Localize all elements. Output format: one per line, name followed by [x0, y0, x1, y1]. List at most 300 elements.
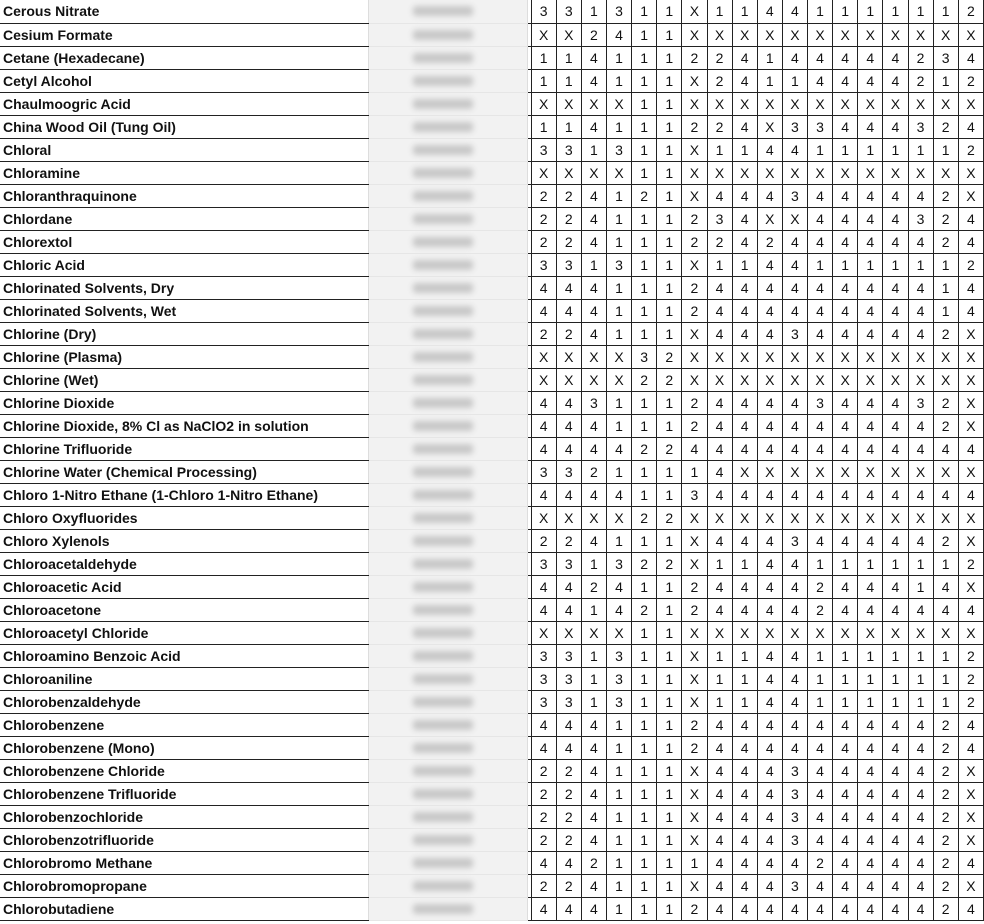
rating-cell: 1: [632, 690, 657, 713]
rating-cell: X: [757, 345, 782, 368]
rating-cell: 2: [707, 115, 732, 138]
rating-cell: 4: [757, 322, 782, 345]
rating-cell: X: [757, 460, 782, 483]
blurred-text: [413, 6, 473, 16]
rating-cell: 2: [556, 184, 581, 207]
rating-cell: X: [732, 23, 757, 46]
rating-cell: 4: [808, 230, 833, 253]
rating-cell: 4: [808, 322, 833, 345]
rating-cell: 1: [657, 851, 682, 874]
rating-cell: 4: [833, 391, 858, 414]
rating-cell: 4: [757, 598, 782, 621]
table-row: [0, 23, 984, 46]
rating-cell: 2: [531, 207, 556, 230]
blurred-text: [413, 536, 473, 546]
rating-cell: X: [908, 368, 933, 391]
rating-cell: X: [808, 23, 833, 46]
rating-cell: 4: [732, 598, 757, 621]
rating-cell: 1: [581, 598, 606, 621]
rating-cell: 4: [782, 253, 807, 276]
rating-cell: X: [732, 345, 757, 368]
rating-cell: 1: [833, 690, 858, 713]
rating-cell: 4: [883, 414, 908, 437]
rating-cell: 1: [933, 299, 958, 322]
rating-cell: 1: [883, 644, 908, 667]
rating-cell: 4: [808, 437, 833, 460]
rating-cell: X: [782, 621, 807, 644]
rating-cell: 4: [732, 230, 757, 253]
rating-cell: 4: [933, 437, 958, 460]
rating-cell: 4: [581, 529, 606, 552]
redacted-cas-number: [369, 506, 528, 529]
rating-cell: X: [933, 368, 958, 391]
rating-cell: 1: [883, 0, 908, 23]
rating-cell: 2: [556, 230, 581, 253]
rating-cell: 1: [607, 115, 632, 138]
rating-cell: 2: [757, 230, 782, 253]
rating-cell: 2: [933, 391, 958, 414]
redacted-cas-number: [369, 184, 528, 207]
rating-cell: 4: [908, 529, 933, 552]
rating-cell: 4: [531, 736, 556, 759]
table-row: [0, 345, 984, 368]
rating-cell: 4: [707, 759, 732, 782]
rating-cell: X: [958, 506, 983, 529]
rating-cell: 1: [808, 644, 833, 667]
table-row: [0, 690, 984, 713]
rating-cell: X: [808, 161, 833, 184]
rating-cell: 1: [632, 828, 657, 851]
rating-cell: 3: [607, 690, 632, 713]
rating-cell: 1: [632, 23, 657, 46]
rating-cell: 4: [531, 897, 556, 920]
redacted-cas-number: [369, 483, 528, 506]
rating-cell: 4: [958, 230, 983, 253]
rating-cell: X: [732, 368, 757, 391]
rating-cell: 1: [808, 0, 833, 23]
blurred-text: [413, 260, 473, 270]
rating-cell: 2: [531, 529, 556, 552]
rating-cell: 1: [607, 46, 632, 69]
rating-cell: X: [682, 529, 707, 552]
rating-cell: 4: [707, 713, 732, 736]
rating-cell: 4: [531, 276, 556, 299]
rating-cell: 4: [858, 322, 883, 345]
table-row: [0, 414, 984, 437]
blurred-text: [413, 881, 473, 891]
rating-cell: 1: [933, 690, 958, 713]
rating-cell: 1: [707, 644, 732, 667]
rating-cell: 4: [732, 736, 757, 759]
redacted-cas-number: [369, 644, 528, 667]
rating-cell: 1: [657, 69, 682, 92]
rating-cell: 2: [581, 851, 606, 874]
rating-cell: 1: [833, 644, 858, 667]
redacted-cas-number: [369, 207, 528, 230]
rating-cell: 1: [657, 0, 682, 23]
redacted-cas-number: [369, 736, 528, 759]
rating-cell: X: [958, 529, 983, 552]
rating-cell: X: [883, 161, 908, 184]
rating-cell: 4: [883, 805, 908, 828]
rating-cell: 3: [607, 644, 632, 667]
table-row: [0, 46, 984, 69]
rating-cell: X: [858, 506, 883, 529]
rating-cell: 4: [782, 690, 807, 713]
rating-cell: 4: [908, 874, 933, 897]
rating-cell: 1: [883, 690, 908, 713]
rating-cell: 3: [607, 667, 632, 690]
rating-cell: X: [782, 23, 807, 46]
rating-cell: 4: [732, 184, 757, 207]
rating-cell: 4: [707, 782, 732, 805]
rating-cell: 1: [858, 690, 883, 713]
blurred-text: [413, 835, 473, 845]
rating-cell: 2: [682, 897, 707, 920]
table-row: [0, 575, 984, 598]
rating-cell: X: [908, 161, 933, 184]
rating-cell: 4: [707, 851, 732, 874]
rating-cell: 1: [707, 667, 732, 690]
rating-cell: 1: [607, 782, 632, 805]
rating-cell: X: [933, 621, 958, 644]
blurred-text: [413, 375, 473, 385]
rating-cell: 4: [808, 276, 833, 299]
rating-cell: X: [958, 161, 983, 184]
rating-cell: 1: [707, 253, 732, 276]
rating-cell: 1: [632, 644, 657, 667]
rating-cell: 1: [581, 690, 606, 713]
rating-cell: 4: [757, 667, 782, 690]
rating-cell: 4: [581, 782, 606, 805]
rating-cell: 4: [757, 299, 782, 322]
rating-cell: X: [782, 506, 807, 529]
rating-cell: X: [858, 460, 883, 483]
rating-cell: 2: [958, 69, 983, 92]
rating-cell: 4: [833, 437, 858, 460]
rating-cell: 4: [607, 598, 632, 621]
rating-cell: 1: [908, 667, 933, 690]
rating-cell: 4: [581, 805, 606, 828]
rating-cell: 4: [732, 782, 757, 805]
rating-cell: 1: [732, 253, 757, 276]
table-row: [0, 851, 984, 874]
rating-cell: 4: [958, 276, 983, 299]
rating-cell: 1: [933, 644, 958, 667]
rating-cell: 4: [757, 391, 782, 414]
rating-cell: 2: [933, 736, 958, 759]
rating-cell: 1: [632, 138, 657, 161]
rating-cell: 4: [858, 851, 883, 874]
rating-cell: 3: [531, 644, 556, 667]
rating-cell: 4: [556, 391, 581, 414]
rating-cell: 4: [782, 276, 807, 299]
rating-cell: X: [782, 368, 807, 391]
rating-cell: X: [808, 368, 833, 391]
rating-cell: 4: [958, 115, 983, 138]
rating-cell: X: [531, 506, 556, 529]
rating-cell: X: [531, 92, 556, 115]
rating-cell: 4: [757, 276, 782, 299]
rating-cell: X: [958, 575, 983, 598]
rating-cell: 3: [933, 46, 958, 69]
rating-cell: 4: [757, 414, 782, 437]
rating-cell: 4: [782, 138, 807, 161]
rating-cell: 3: [607, 552, 632, 575]
rating-cell: X: [933, 92, 958, 115]
rating-cell: 2: [933, 529, 958, 552]
rating-cell: 4: [531, 391, 556, 414]
chemical-name: Chlorine (Dry): [0, 322, 369, 345]
rating-cell: 4: [808, 874, 833, 897]
rating-cell: 4: [556, 851, 581, 874]
rating-cell: 4: [782, 230, 807, 253]
rating-cell: 4: [883, 713, 908, 736]
rating-cell: 4: [707, 414, 732, 437]
rating-cell: 4: [707, 529, 732, 552]
rating-cell: 4: [757, 138, 782, 161]
rating-cell: 4: [757, 782, 782, 805]
rating-cell: 1: [908, 0, 933, 23]
rating-cell: X: [958, 345, 983, 368]
table-row: [0, 253, 984, 276]
rating-cell: 2: [632, 368, 657, 391]
rating-cell: 4: [833, 805, 858, 828]
blurred-text: [413, 168, 473, 178]
rating-cell: X: [707, 368, 732, 391]
rating-cell: 1: [657, 782, 682, 805]
chemical-name: Chloroacetic Acid: [0, 575, 369, 598]
rating-cell: 3: [908, 115, 933, 138]
rating-cell: 4: [908, 437, 933, 460]
rating-cell: X: [757, 621, 782, 644]
rating-cell: X: [958, 874, 983, 897]
rating-cell: 1: [632, 322, 657, 345]
blurred-text: [413, 444, 473, 454]
rating-cell: 3: [782, 322, 807, 345]
rating-cell: X: [958, 184, 983, 207]
rating-cell: 1: [607, 207, 632, 230]
rating-cell: 2: [933, 828, 958, 851]
rating-cell: 1: [833, 552, 858, 575]
rating-cell: 2: [682, 207, 707, 230]
rating-cell: 2: [682, 414, 707, 437]
table-row: [0, 713, 984, 736]
rating-cell: 2: [657, 345, 682, 368]
redacted-cas-number: [369, 828, 528, 851]
rating-cell: 4: [883, 69, 908, 92]
rating-cell: X: [607, 161, 632, 184]
rating-cell: 4: [808, 414, 833, 437]
rating-cell: 4: [808, 828, 833, 851]
rating-cell: 4: [858, 46, 883, 69]
rating-cell: 2: [657, 368, 682, 391]
chemical-name: Chlorobromo Methane: [0, 851, 369, 874]
rating-cell: 2: [581, 23, 606, 46]
rating-cell: 1: [933, 0, 958, 23]
rating-cell: 4: [958, 897, 983, 920]
rating-cell: 4: [782, 851, 807, 874]
rating-cell: 1: [732, 644, 757, 667]
rating-cell: 2: [682, 736, 707, 759]
rating-cell: X: [858, 621, 883, 644]
rating-cell: X: [933, 161, 958, 184]
rating-cell: 3: [782, 529, 807, 552]
rating-cell: 4: [908, 782, 933, 805]
rating-cell: X: [682, 759, 707, 782]
rating-cell: 4: [732, 391, 757, 414]
rating-cell: 4: [531, 483, 556, 506]
rating-cell: 3: [632, 345, 657, 368]
rating-cell: 2: [581, 575, 606, 598]
chemical-name: Chloroacetaldehyde: [0, 552, 369, 575]
rating-cell: 1: [933, 253, 958, 276]
rating-cell: X: [707, 345, 732, 368]
rating-cell: 4: [933, 483, 958, 506]
rating-cell: 1: [933, 138, 958, 161]
rating-cell: 4: [858, 759, 883, 782]
rating-cell: 1: [607, 69, 632, 92]
rating-cell: 4: [782, 575, 807, 598]
rating-cell: 4: [682, 437, 707, 460]
rating-cell: 2: [682, 230, 707, 253]
rating-cell: 4: [808, 805, 833, 828]
rating-cell: X: [581, 368, 606, 391]
rating-cell: X: [757, 23, 782, 46]
rating-cell: 4: [581, 897, 606, 920]
rating-cell: 2: [933, 782, 958, 805]
rating-cell: 4: [858, 529, 883, 552]
rating-cell: 4: [757, 253, 782, 276]
rating-cell: 1: [632, 483, 657, 506]
rating-cell: 4: [833, 529, 858, 552]
rating-cell: 1: [858, 0, 883, 23]
rating-cell: X: [782, 345, 807, 368]
rating-cell: 1: [933, 667, 958, 690]
rating-cell: 3: [531, 138, 556, 161]
rating-cell: 1: [657, 460, 682, 483]
rating-cell: 3: [556, 690, 581, 713]
rating-cell: X: [782, 161, 807, 184]
rating-cell: 1: [632, 667, 657, 690]
chemical-name: Chlorextol: [0, 230, 369, 253]
rating-cell: X: [833, 621, 858, 644]
rating-cell: 4: [581, 713, 606, 736]
rating-cell: 4: [732, 759, 757, 782]
rating-cell: 1: [607, 276, 632, 299]
rating-cell: 4: [732, 805, 757, 828]
table-row: [0, 736, 984, 759]
chemical-name: Chlorobenzene Trifluoride: [0, 782, 369, 805]
rating-cell: 4: [858, 414, 883, 437]
rating-cell: X: [958, 92, 983, 115]
rating-cell: 4: [607, 437, 632, 460]
rating-cell: 1: [632, 253, 657, 276]
rating-cell: 4: [833, 598, 858, 621]
rating-cell: X: [531, 345, 556, 368]
rating-cell: 4: [958, 598, 983, 621]
rating-cell: X: [808, 506, 833, 529]
rating-cell: 4: [782, 414, 807, 437]
chemical-name: Chloroaniline: [0, 667, 369, 690]
rating-cell: 4: [556, 483, 581, 506]
rating-cell: 1: [883, 138, 908, 161]
rating-cell: 2: [531, 828, 556, 851]
rating-cell: 4: [732, 828, 757, 851]
rating-cell: X: [883, 23, 908, 46]
rating-cell: 4: [883, 736, 908, 759]
rating-cell: 4: [732, 483, 757, 506]
rating-cell: 4: [732, 299, 757, 322]
chemical-name: Chlorobenzotrifluoride: [0, 828, 369, 851]
rating-cell: 4: [732, 713, 757, 736]
rating-cell: 1: [657, 184, 682, 207]
rating-cell: 4: [833, 322, 858, 345]
rating-cell: 1: [657, 621, 682, 644]
rating-cell: X: [833, 506, 858, 529]
blurred-text: [413, 513, 473, 523]
table-row: [0, 759, 984, 782]
rating-cell: 2: [933, 713, 958, 736]
blurred-text: [413, 99, 473, 109]
table-row: [0, 529, 984, 552]
rating-cell: 3: [607, 253, 632, 276]
blurred-text: [413, 122, 473, 132]
rating-cell: 4: [908, 414, 933, 437]
rating-cell: 4: [581, 736, 606, 759]
rating-cell: 1: [682, 460, 707, 483]
rating-cell: 4: [883, 575, 908, 598]
rating-cell: 1: [858, 253, 883, 276]
blurred-text: [413, 76, 473, 86]
rating-cell: X: [958, 759, 983, 782]
table-row: [0, 805, 984, 828]
rating-cell: 1: [657, 92, 682, 115]
table-row: [0, 437, 984, 460]
rating-cell: 2: [908, 69, 933, 92]
rating-cell: 4: [883, 759, 908, 782]
rating-cell: X: [556, 621, 581, 644]
blurred-text: [413, 467, 473, 477]
rating-cell: 4: [531, 598, 556, 621]
rating-cell: 4: [958, 483, 983, 506]
table-row: [0, 92, 984, 115]
rating-cell: 3: [531, 460, 556, 483]
rating-cell: 1: [632, 276, 657, 299]
rating-cell: X: [707, 621, 732, 644]
rating-cell: X: [858, 368, 883, 391]
rating-cell: X: [556, 161, 581, 184]
rating-cell: 1: [632, 460, 657, 483]
rating-cell: X: [607, 368, 632, 391]
rating-cell: X: [808, 92, 833, 115]
rating-cell: 2: [657, 552, 682, 575]
table-row: [0, 552, 984, 575]
rating-cell: 4: [883, 529, 908, 552]
redacted-cas-number: [369, 115, 528, 138]
rating-cell: 4: [808, 46, 833, 69]
rating-cell: 1: [657, 805, 682, 828]
rating-cell: 1: [632, 897, 657, 920]
rating-cell: 4: [808, 299, 833, 322]
rating-cell: X: [682, 322, 707, 345]
rating-cell: 2: [958, 667, 983, 690]
rating-cell: X: [808, 345, 833, 368]
rating-cell: 1: [632, 46, 657, 69]
rating-cell: 1: [607, 759, 632, 782]
table-row: [0, 874, 984, 897]
blurred-text: [413, 191, 473, 201]
